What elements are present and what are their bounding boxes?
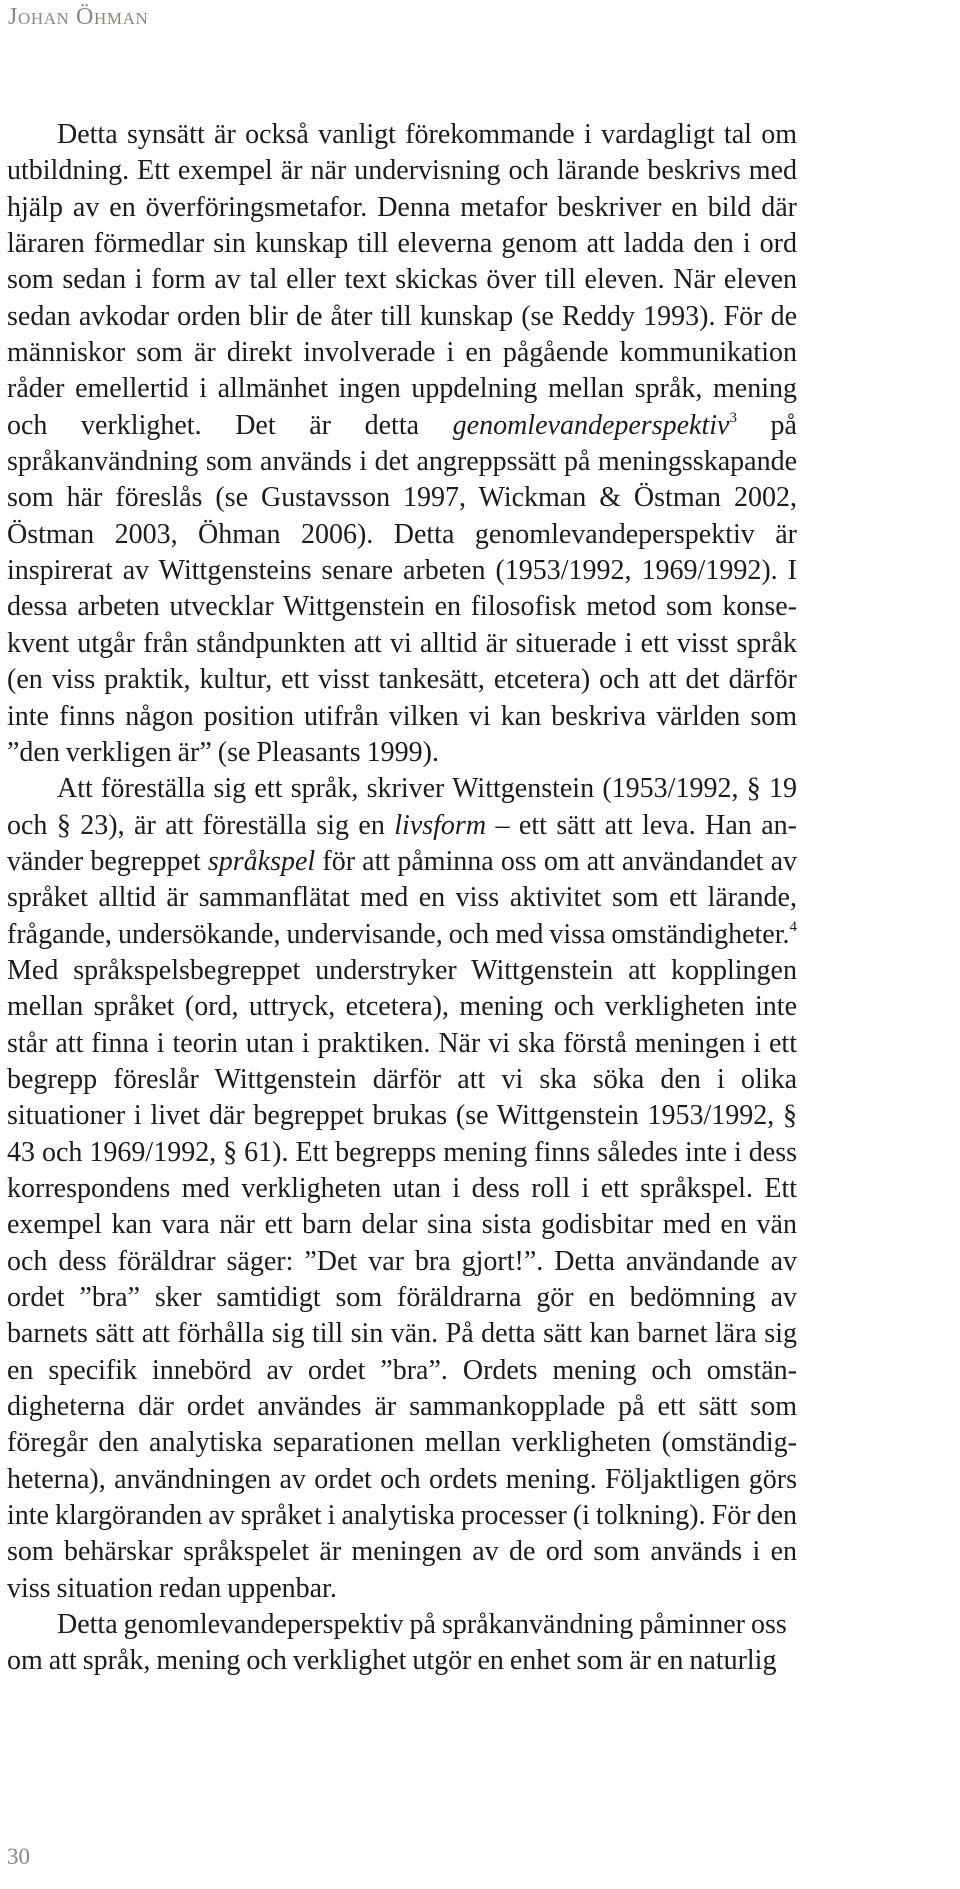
text-run: på språkanvändning som används i det angreppssätt på meningsskapande som här föreslås (se Gustavsson 1997, Wickman & Östman 2002, Östman 2003, Öhman 2006). Detta genomlevandeperspektiv är inspirerat av Wittgensteins senare arbeten (1953/1992, 1969/1992). I dessa arbeten utvecklar Wittgenstein en filosofisk metod som konsekvent utgår från ståndpunkten att vi alltid är situerade i ett visst språk (en viss praktik, kultur, ett visst tankesätt, etcetera) och att det därför inte finns någon position utifrån vilken vi kan beskriva världen som ”den verkligen är” (se Pleasants 1999). (7, 409, 797, 768)
paragraph (7, 771, 797, 1607)
text-run: – ett sätt att leva. Han använder begreppet (7, 809, 797, 877)
paragraph (7, 117, 797, 771)
footnote-ref: 4 (789, 918, 797, 935)
text-run: för att påminna oss om att användandet av språket alltid är sammanflätat med en viss aktivitet som ett lärande, frågande, undersökande, undervisande, och med vissa omständigheter. (7, 845, 797, 950)
page-number: 30 (7, 1844, 30, 1869)
body-text (7, 117, 797, 1680)
text-run: Detta genomlevandeperspektiv på språkanvändning påminner oss om att språk, mening och verklighet utgör en enhet som är en naturlig (7, 1609, 787, 1677)
text-run: Med språkspelsbegreppet understryker Wittgenstein att kopplingen mellan språket (ord, uttryck, etcetera), mening och verkligheten inte står att finna i teorin utan i praktiken. När vi ska förstå meningen i ett begrepp föreslår Wittgenstein därför att vi ska söka den i olika situationer i livet där begreppet brukas (se Wittgenstein 1953/1992, § 43 och 1969/1992, § 61). Ett begrepps mening finns således inte i dess korrespondens med verkligheten utan i dess roll i ett språkspel. Ett exempel kan vara när ett barn delar sina sista godisbitar med en vän och dess föräldrar säger: ”Det var bra gjort!”. Detta användande av ordet ”bra” sker samtidigt som föräldrarna gör en bedömning av barnets sätt att förhålla sig till sin vän. På detta sätt kan barnet lära sig en specifik innebörd av ordet ”bra”. Ordets mening och omständigheterna där ordet användes är sammankopplade på ett sätt som föregår den analytiska separationen mellan verkligheten (omständigheterna), användningen av ordet och ordets mening. Följaktligen görs inte klargöranden av språket i analytiska processer (i tolkning). För den som behärskar språkspelet är meningen av de ord som används i en viss situation redan uppenbar. (7, 954, 797, 1604)
italic-term: språkspel (207, 845, 316, 877)
italic-term: genomlevandeperspektiv (452, 409, 730, 441)
footnote-ref: 3 (729, 409, 737, 426)
text-run: Att föreställa sig ett språk, skriver Wittgenstein (1953/1992, § 19 och § 23), är att föreställa sig en (7, 773, 797, 841)
italic-term: livsform (394, 809, 487, 841)
running-head: Johan Öhman (8, 4, 149, 30)
paragraph (7, 1607, 797, 1680)
text-run: Detta synsätt är också vanligt förekommande i vardagligt tal om utbildning. Ett exempel är när undervisning och lärande beskrivs med hjälp av en överföringsmetafor. Denna metafor beskriver en bild där läraren förmedlar sin kunskap till eleverna genom att ladda den i ord som sedan i form av tal eller text skickas över till eleven. När eleven sedan avkodar orden blir de åter till kunskap (se Reddy 1993). För de människor som är direkt involverade i en pågående kommunikation råder emellertid i allmänhet ingen uppdelning mellan språk, mening och verklighet. Det är detta (7, 119, 797, 441)
